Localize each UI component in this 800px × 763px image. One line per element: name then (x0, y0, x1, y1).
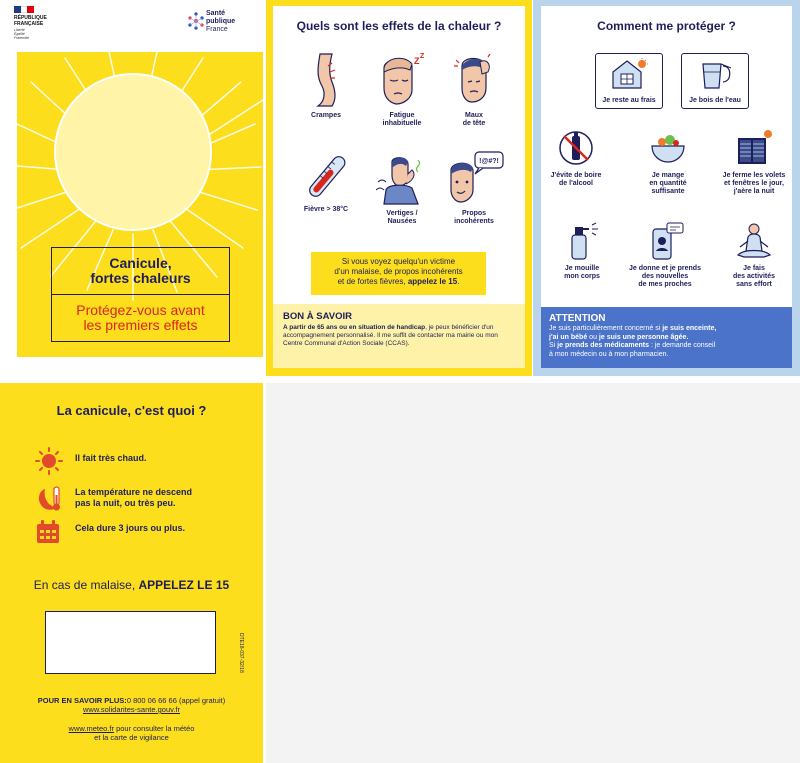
more-info-block: POUR EN SAVOIR PLUS:0 800 06 66 66 (appel gratuit) www.solidarites-sante.gouv.fr (37, 696, 226, 714)
address-stamp-box (45, 611, 216, 674)
effect-headache: Maux de tête (439, 52, 509, 128)
cover-header (0, 0, 263, 52)
sante-publique-text: Santé publique France (206, 10, 236, 33)
effect-fatigue: Z Z Fatigue inhabituelle (367, 52, 437, 128)
canicule-panel (0, 383, 263, 763)
call-15-bold: appelez le 15 (407, 277, 458, 286)
tip-close-shutters: Je ferme les volets et fenêtres le jour, j'aère la nuit (716, 128, 792, 196)
solidarites-sante-link[interactable]: www.solidarites-sante.gouv.fr (83, 705, 180, 714)
house-sun-icon (609, 58, 649, 90)
republique-francaise-logo (14, 6, 34, 13)
fact-very-hot: Il fait très chaud. (35, 453, 245, 477)
document-reference-code: DTE18-037-32/18 (238, 633, 244, 673)
meteo-link[interactable]: www.meteo.fr (68, 724, 114, 733)
call-15-box: Si vous voyez quelqu'un victime d'un malaise, de propos incohérents et de fortes fièvres, appelez le 15. (311, 252, 486, 295)
tip-wet-body: Je mouille mon corps (547, 221, 617, 281)
svg-text:Z: Z (414, 56, 420, 66)
moon-thermometer-icon (35, 485, 63, 515)
cover-panel (0, 0, 263, 380)
cover-title-line1: Canicule, (109, 255, 172, 271)
shutters-icon (734, 128, 774, 168)
meditation-icon (734, 221, 774, 261)
sante-publique-logo-icon (186, 11, 206, 31)
tip-light-activities: Je fais des activités sans effort (719, 221, 789, 289)
republique-motto: Liberté Égalité Fraternité (14, 28, 29, 40)
protection-title: Comment me protéger ? (597, 19, 736, 33)
sun-icon (35, 447, 63, 475)
protection-panel (533, 0, 800, 376)
fact-hot-nights: La température ne descend pas la nuit, ou très peu. (35, 487, 245, 517)
phone-message-icon (645, 221, 685, 261)
bon-a-savoir-box (273, 304, 525, 368)
tip-no-alcohol: J'évite de boire de l'alcool (541, 128, 611, 188)
tired-face-icon (376, 52, 428, 108)
tip-stay-cool: Je reste au frais (595, 53, 663, 109)
thermometer-icon (300, 154, 352, 202)
tip-keep-in-touch: Je donne et je prends des nouvelles de mes proches (623, 221, 707, 289)
cover-title-line2: fortes chaleurs (90, 270, 191, 286)
food-bowl-icon (648, 128, 688, 168)
effect-dizziness: Vertiges / Nausées (367, 154, 437, 226)
canicule-title: La canicule, c'est quoi ? (56, 403, 207, 418)
no-alcohol-icon (556, 128, 596, 168)
emergency-call-text: En cas de malaise, APPELEZ LE 15 (33, 578, 230, 592)
effects-panel (266, 0, 532, 376)
effect-fever: Fièvre > 38°C (291, 154, 361, 214)
attention-box (541, 307, 792, 368)
fact-duration: Cela dure 3 jours ou plus. (35, 523, 245, 547)
headache-icon (452, 52, 496, 108)
effect-incoherence: !@#?! Propos incohérents (439, 150, 509, 226)
bon-a-savoir-text: A partir de 65 ans ou en situation de handicap, je peux bénéficier d'un accompagnement personnalisé. Il me suffit de contacter ma mairie ou mon Centre Communal d'Action Sociale (CCAS). (283, 324, 498, 347)
cover-title-box (51, 247, 230, 342)
attention-title: ATTENTION (549, 313, 606, 324)
svg-text:Z: Z (420, 53, 425, 60)
cover-subtitle-line2: les premiers effets (83, 317, 198, 333)
water-glass-icon (695, 58, 735, 90)
cover-subtitle-line1: Protégez-vous avant (76, 302, 205, 318)
effect-cramps: Crampes (291, 52, 361, 120)
bon-a-savoir-title: BON À SAVOIR (283, 311, 352, 322)
confused-speech-icon (443, 150, 505, 206)
effects-title: Quels sont les effets de la chaleur ? (296, 19, 502, 33)
tip-eat-enough: Je mange en quantité suffisante (633, 128, 703, 196)
dizzy-person-icon (376, 154, 428, 206)
speech-glyph: !@#?! (479, 158, 499, 165)
tip-drink-water: Je bois de l'eau (681, 53, 749, 109)
empty-area (266, 383, 800, 763)
cramp-leg-icon (308, 52, 344, 108)
meteo-info-block: www.meteo.fr pour consulter la météo et la carte de vigilance (68, 724, 195, 742)
attention-text: Je suis particulièrement concerné si je suis enceinte, j'ai un bébé ou je suis une personne âgée. Si je prends des médicaments : je demande conseil à mon médecin ou à mon pharmacien. (549, 325, 717, 358)
spray-bottle-icon (562, 221, 602, 261)
republique-francaise-text: RÉPUBLIQUE FRANÇAISE (14, 15, 47, 27)
calendar-icon (35, 519, 61, 545)
